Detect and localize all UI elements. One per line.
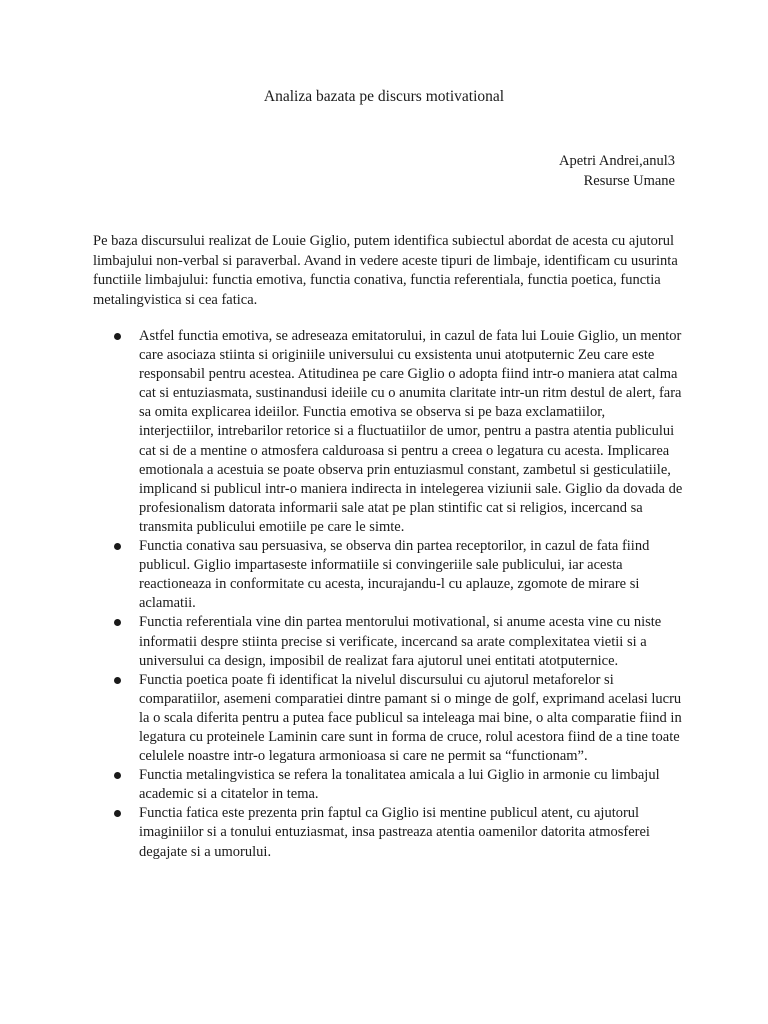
bullet-dot-icon: [114, 810, 121, 817]
author-department: Resurse Umane: [583, 172, 675, 189]
bullet-text: Functia poetica poate fi identificat la nivelul discursului cu ajutorul metaforelor si comparatiilor, asemeni comparatiei dintre pamant si o minge de golf, exprimand acelasi lucru la o scala diferita pentru a putea face publicul sa inteleaga mai bine, o alta comparatie fiind in legatura cu proteinele Laminin care sunt in forma de cruce, rolul acestora fiind de a tine toate celulele noastre intr-o legatura armonioasa si care ne permit sa “functionam”.: [139, 671, 682, 765]
bullet-text: Functia fatica este prezenta prin faptul ca Giglio isi mentine publicul atent, cu ajutorul imaginiilor si a tonului entuziasmat, insa pastreaza atentia oamenilor datorita atmosferei degajate si a umorului.: [139, 805, 650, 860]
bullet-dot-icon: [114, 543, 121, 550]
document-title: Analiza bazata pe discurs motivational: [263, 88, 505, 105]
bullet-item-conativa: [93, 537, 683, 613]
author-name: Apetri Andrei,anul3: [559, 153, 675, 169]
bullet-item-fatica: [93, 804, 683, 861]
bullet-text: Functia metalingvistica se refera la tonalitatea amicala a lui Giglio in armonie cu limbajul academic si a citatelor in tema.: [139, 767, 660, 803]
author-block: [559, 152, 675, 191]
bullet-dot-icon: [114, 677, 121, 684]
bullet-dot-icon: [114, 619, 121, 626]
bullet-item-referentiala: [93, 613, 683, 670]
bullet-text: Astfel functia emotiva, se adreseaza emitatorului, in cazul de fata lui Louie Giglio, un mentor care asociaza stiinta si originiile universului cu exsistenta unui atotputernic Zeu care este responsabil pentru acestea. Atitudinea pe care Giglio o adopta fiind intr-o maniera atat calma cat si entuziasmata, sustinandusi ideiile cu o anumita claritate intr-un ritm destul de alert, fara sa omita explicarea ideiilor. Functia emotiva se observa si pe baza exclamatiilor, interjectiilor, intrebarilor retorice si a fluctuatiilor de umor, pentru a pastra atentia publicului cat si de a mentine o atmosfera calduroasa si pentru a creea o legatura cu acesta. Implicarea emotionala a acestuia se poate observa prin entuziasmul constant, zambetul si gesticulatiile, implicand si publicul intr-o maniera indirecta in intelegerea viziunii sale. Giglio da dovada de profesionalism datorata informarii sale atat pe plan stintific cat si religios, incercand sa transmita publicului emotiile pe care le simte.: [139, 328, 683, 535]
intro-paragraph: Pe baza discursului realizat de Louie Giglio, putem identifica subiectul abordat de acesta cu ajutorul limbajului non-verbal si paraverbal. Avand in vedere aceste tipuri de limbaje, identificam cu usurinta functiile limbajului: functia emotiva, functia conativa, functia referentiala, functia poetica, functia metalingvistica si cea fatica.: [93, 233, 678, 308]
bullet-item-emotiva: [93, 327, 683, 537]
bullet-dot-icon: [114, 333, 121, 340]
bullet-item-metalingvistica: [93, 766, 683, 804]
bullet-text: Functia conativa sau persuasiva, se observa din partea receptorilor, in cazul de fata fiind publicul. Giglio impartaseste informatiile si convingeriile sale publicului, iar acesta reactioneaza in conformitate cu acesta, incurajandu-l cu aplauze, zgomote de mirare si aclamatii.: [139, 538, 650, 612]
bullet-dot-icon: [114, 772, 121, 779]
bullet-text: Functia referentiala vine din partea mentorului motivational, si anume acesta vine cu niste informatii despre stiinta precise si verificate, incercand sa arate complexitatea vietii si a universului ca design, imposibil de realizat fara ajutorul unei entitati atotputernice.: [139, 614, 662, 669]
bullet-item-poetica: [93, 671, 683, 766]
bullet-list: [93, 327, 683, 862]
